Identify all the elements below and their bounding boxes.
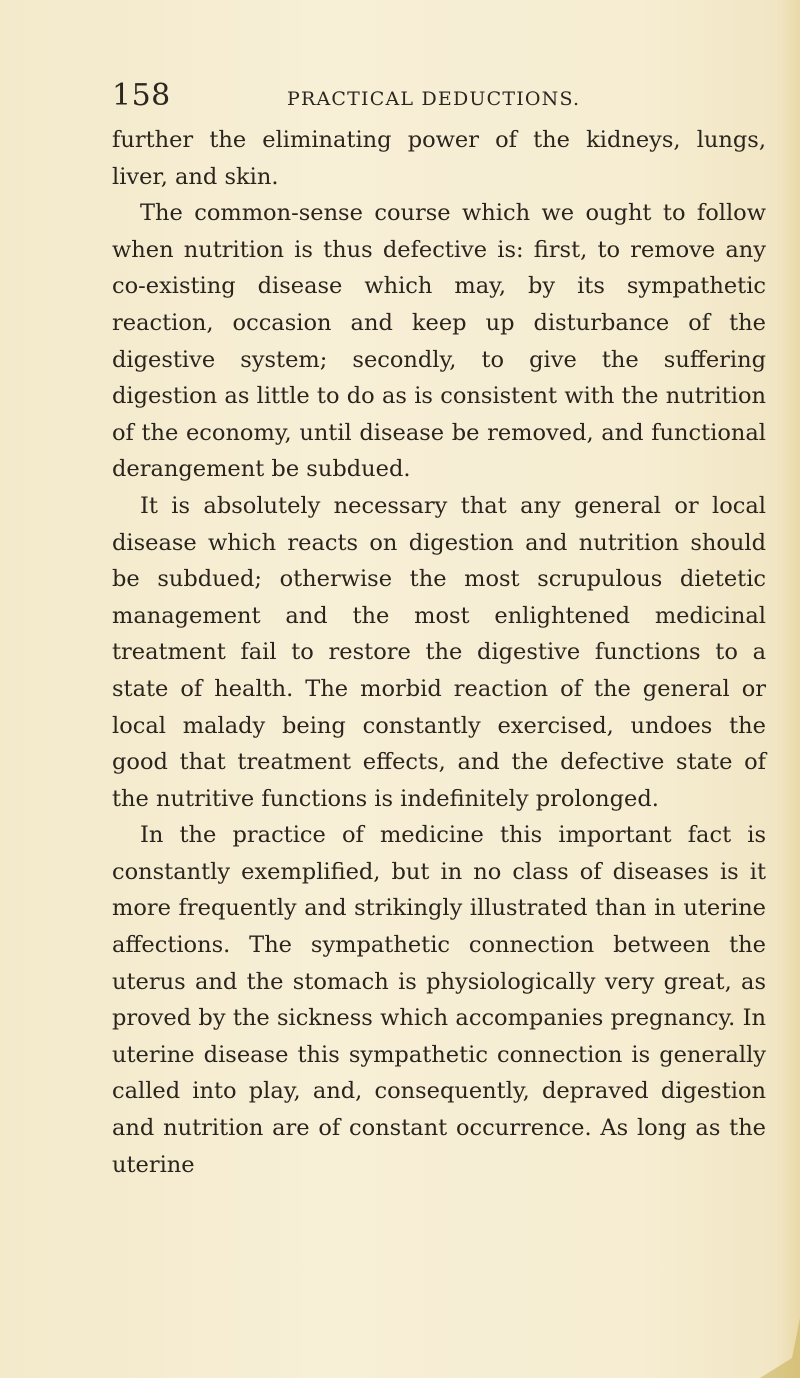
running-title: PRACTICAL DEDUCTIONS. — [287, 88, 581, 110]
paragraph-absolutely-necessary: It is absolutely necessary that any general or local disease which reacts on digestion and nutrition should be subdued; otherwise the most scrupulous dietetic management and the most enlightened medicinal treatment fail to restore the digestive functions to a state of health. The morbid reaction of the general or local malady being constantly exercised, undoes the good that treatment effects, and the defective state of the nutritive functions is indefinitely prolonged. — [112, 492, 766, 812]
page-corner-shadow — [760, 1318, 800, 1378]
paragraph-continuation: further the eliminating power of the kidneys, lungs, liver, and skin. — [112, 127, 766, 190]
paragraph-practice-of-medicine: In the practice of medicine this important fact is constantly exemplified, but in no class of diseases is it more frequently and strikingly illustrated than in uterine affections. The sympathetic connection between the uterus and the stomach is physiologically very great, as proved by the sickness which accompanies pregnancy. In uterine disease this sympathetic connection is generally called into play, and, consequently, depraved digestion and nutrition are of constant occurrence. As long as the uterine — [112, 822, 766, 1178]
page-header — [112, 78, 772, 118]
paragraph-common-sense-course: The common-sense course which we ought to follow when nutrition is thus defective is: first, to remove any co-existing disease which may, by its sympathetic reaction, occasion and keep up disturbance of the digestive system; secondly, to give the suffering digestion as little to do as is consistent with the nutrition of the economy, until disease be removed, and functional derangement be subdued. — [112, 200, 766, 483]
page-number: 158 — [112, 78, 171, 113]
body-text — [112, 122, 766, 1183]
